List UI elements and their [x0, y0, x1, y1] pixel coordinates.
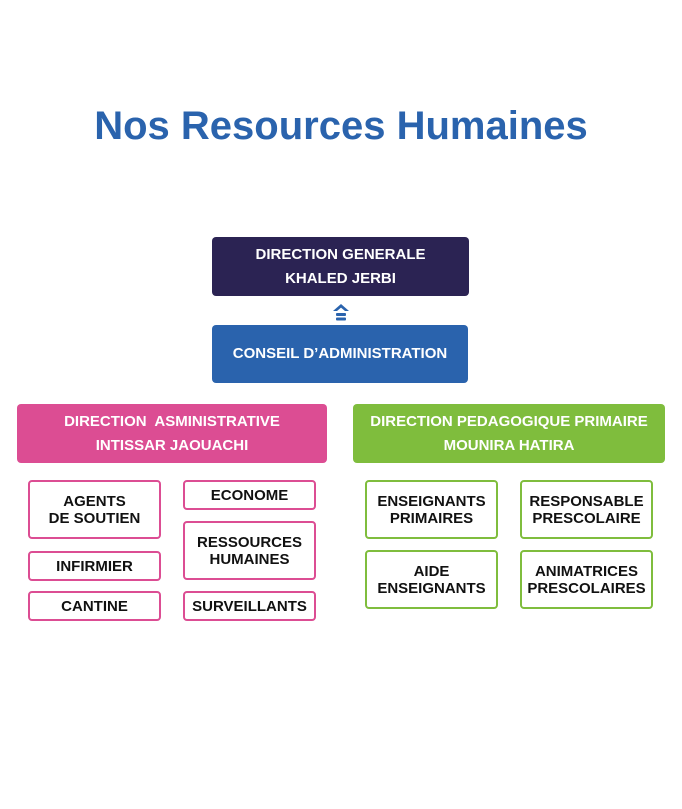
responsable-prescolaire-line1: RESPONSABLE	[529, 492, 644, 510]
surveillants-box	[183, 591, 316, 621]
direction-administrative-name: INTISSAR JAOUACHI	[95, 436, 249, 454]
agents-soutien-line2: DE SOUTIEN	[48, 509, 141, 527]
animatrices-prescolaires-line2: PRESCOLAIRES	[527, 579, 646, 597]
infirmier-box	[28, 551, 161, 581]
agents-soutien-line1: AGENTS	[63, 492, 126, 510]
direction-generale-box	[212, 237, 469, 296]
aide-enseignants-line2: ENSEIGNANTS	[377, 579, 486, 597]
direction-pedagogique-title: DIRECTION PEDAGOGIQUE PRIMAIRE	[370, 412, 648, 430]
aide-enseignants-box	[365, 550, 498, 609]
agents-soutien-box	[28, 480, 161, 539]
surveillants-label: SURVEILLANTS	[192, 597, 307, 615]
animatrices-prescolaires-box	[520, 550, 653, 609]
infirmier-label: INFIRMIER	[56, 557, 133, 575]
ressources-humaines-box	[183, 521, 316, 580]
enseignants-primaires-line1: ENSEIGNANTS	[377, 492, 486, 510]
direction-pedagogique-box	[353, 404, 665, 463]
page-title: Nos Resources Humaines	[94, 104, 588, 148]
ressources-humaines-line2: HUMAINES	[209, 550, 290, 568]
responsable-prescolaire-box	[520, 480, 653, 539]
direction-administrative-title: DIRECTION ASMINISTRATIVE	[64, 412, 280, 430]
conseil-administration-box	[212, 325, 468, 383]
animatrices-prescolaires-line1: ANIMATRICES	[534, 562, 639, 580]
aide-enseignants-line1: AIDE	[413, 562, 450, 580]
enseignants-primaires-line2: PRIMAIRES	[389, 509, 474, 527]
enseignants-primaires-box	[365, 480, 498, 539]
direction-generale-title: DIRECTION GENERALE	[255, 245, 426, 263]
up-arrow-icon	[331, 303, 351, 321]
responsable-prescolaire-line2: PRESCOLAIRE	[532, 509, 641, 527]
ressources-humaines-line1: RESSOURCES	[196, 533, 303, 551]
direction-generale-name: KHALED JERBI	[285, 269, 396, 287]
cantine-label: CANTINE	[61, 597, 128, 615]
econome-label: ECONOME	[210, 486, 289, 504]
econome-box	[183, 480, 316, 510]
conseil-administration-label: CONSEIL D’ADMINISTRATION	[232, 345, 448, 362]
direction-administrative-box	[17, 404, 327, 463]
direction-pedagogique-name: MOUNIRA HATIRA	[443, 436, 575, 454]
cantine-box	[28, 591, 161, 621]
